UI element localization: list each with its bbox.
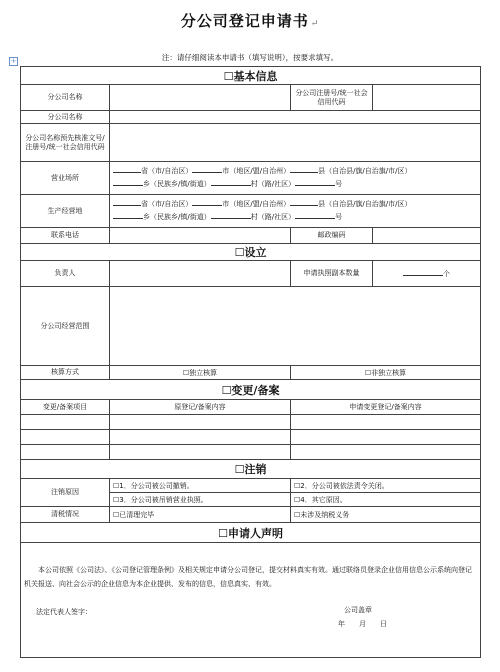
change-cell[interactable] — [110, 415, 291, 430]
independent-accounting-checkbox[interactable]: ☐独立核算 — [110, 366, 291, 380]
change-cell[interactable] — [21, 445, 110, 460]
business-scope-label: 分公司经营范围 — [21, 287, 110, 366]
table-row — [21, 430, 481, 445]
leader-field[interactable] — [110, 261, 291, 287]
change-cell[interactable] — [21, 415, 110, 430]
reason-1-checkbox[interactable]: ☐1．分公司被公司撤销。 — [110, 479, 291, 493]
business-address-field[interactable]: 省（市/自治区） 市（地区/盟/自治州） 县（自治县/旗/自治旗/市/区） 乡（民族乡/镇/街道） 村（路/社区） 号 — [110, 162, 481, 195]
company-name-label: 分公司名称 — [21, 85, 110, 111]
section-change: ☐变更/备案 — [21, 380, 481, 400]
change-cell[interactable] — [110, 430, 291, 445]
move-handle-icon[interactable]: + — [10, 57, 17, 65]
change-item-header: 变更/备案项目 — [21, 400, 110, 415]
reason-4-checkbox[interactable]: ☐4．其它原因。 — [291, 493, 481, 507]
business-scope-field[interactable] — [110, 287, 481, 366]
business-address-label: 营业场所 — [21, 162, 110, 195]
license-copies-label: 申请执照副本数量 — [291, 261, 373, 287]
leader-label: 负责人 — [21, 261, 110, 287]
postcode-field[interactable] — [373, 228, 481, 244]
tax-cleared-checkbox[interactable]: ☐已清理完毕 — [110, 507, 291, 523]
application-form-table — [20, 66, 481, 658]
production-address-field[interactable]: 省（市/自治区） 市（地区/盟/自治州） 县（自治县/旗/自治旗/市/区） 乡（民族乡/镇/街道） 村（路/社区） 号 — [110, 195, 481, 228]
change-cell[interactable] — [110, 445, 291, 460]
change-cell[interactable] — [21, 430, 110, 445]
company-seal-label: 公司盖章 — [344, 606, 372, 614]
instruction-note: 注：请仔细阅读本申请书（填写说明），按要求填写。 — [161, 53, 339, 62]
declaration-text: 本公司依照《公司法》、《公司登记管理条例》及相关规定申请分公司登记，提交材料真实有效。通过联络员登录企业信用信息公示系统向登记机关报送、向社会公示的企业信息为本企业提供、发布的信息，信息真实、有效。 — [24, 566, 472, 588]
paragraph-mark-icon: ↵ — [310, 19, 320, 29]
postcode-label: 邮政编码 — [291, 228, 373, 244]
phone-label: 联系电话 — [21, 228, 110, 244]
table-row — [21, 445, 481, 460]
reason-3-checkbox[interactable]: ☐3．分公司被吊销营业执照。 — [110, 493, 291, 507]
date-field[interactable]: 年 月 日 — [338, 620, 387, 628]
tax-not-involved-checkbox[interactable]: ☐未涉及纳税义务 — [291, 507, 481, 523]
company-name2-field[interactable] — [110, 111, 481, 124]
table-row — [21, 415, 481, 430]
phone-field[interactable] — [110, 228, 291, 244]
approval-number-field[interactable] — [110, 124, 481, 162]
title-text: 分公司登记申请书 — [180, 12, 309, 30]
production-address-label: 生产经营地 — [21, 195, 110, 228]
section-basic-info: ☐基本信息 — [21, 67, 481, 85]
declaration-block — [21, 543, 481, 658]
credit-code-label: 分公司注册号/统一社会信用代码 — [291, 85, 373, 111]
credit-code-field[interactable] — [373, 85, 481, 111]
section-declaration: ☐申请人声明 — [21, 523, 481, 543]
non-independent-accounting-checkbox[interactable]: ☐非独立核算 — [291, 366, 481, 380]
company-name2-label: 分公司名称 — [21, 111, 110, 124]
form-title — [0, 10, 500, 31]
cancel-reason-label: 注销原因 — [21, 479, 110, 507]
change-cell[interactable] — [291, 430, 481, 445]
section-setup: ☐设立 — [21, 244, 481, 261]
section-cancel: ☐注销 — [21, 460, 481, 479]
license-copies-field[interactable]: 个 — [373, 261, 481, 287]
change-cell[interactable] — [291, 445, 481, 460]
original-content-header: 原登记/备案内容 — [110, 400, 291, 415]
company-name-field[interactable] — [110, 85, 291, 111]
legal-rep-signature-label: 法定代表人签字： — [36, 608, 92, 616]
approval-number-label: 分公司名称预先核准文号/注册号/统一社会信用代码 — [21, 124, 110, 162]
accounting-method-label: 核算方式 — [21, 366, 110, 380]
new-content-header: 申请变更登记/备案内容 — [291, 400, 481, 415]
reason-2-checkbox[interactable]: ☐2．分公司被依法责令关闭。 — [291, 479, 481, 493]
tax-status-label: 清税情况 — [21, 507, 110, 523]
change-cell[interactable] — [291, 415, 481, 430]
